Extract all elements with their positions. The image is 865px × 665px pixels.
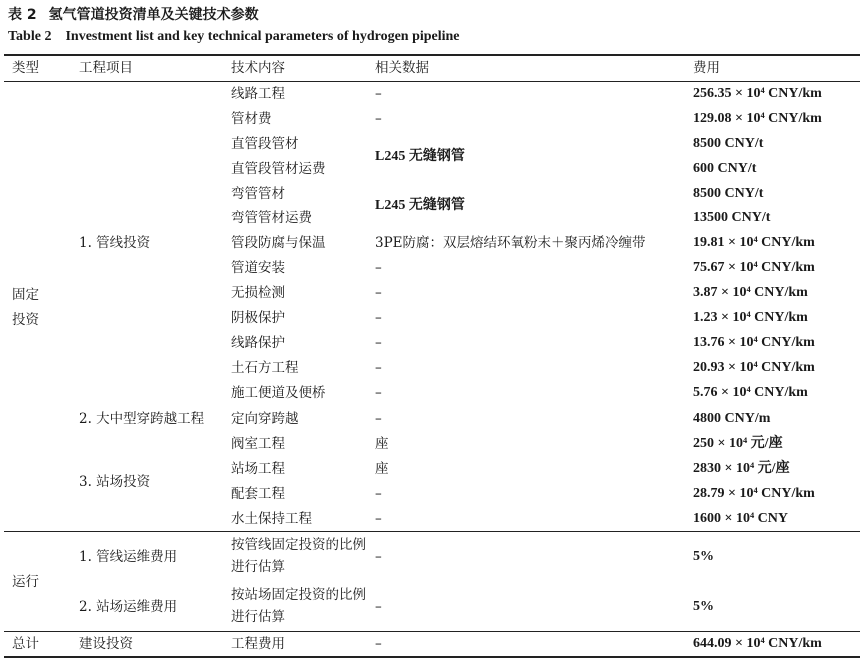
row-cost: 5% [693, 599, 714, 614]
row-cost: 20.93 × 10⁴ CNY/km [693, 360, 815, 375]
row-content: 弯管管材 [231, 186, 285, 202]
row-content: 按管线固定投资的比例进行估算 [231, 537, 366, 575]
row-data: – [375, 360, 382, 376]
row-content: 土石方工程 [231, 360, 299, 376]
group-fixed-investment: 固定投资 [12, 287, 39, 328]
row-content: 水土保持工程 [231, 511, 312, 527]
row-cost: 2830 × 10⁴ 元/座 [693, 461, 790, 476]
row-data: – [375, 310, 382, 326]
row-cost: 5% [693, 549, 714, 564]
row-data: – [375, 636, 382, 652]
table-caption-en [8, 29, 460, 45]
row-cost: 1600 × 10⁴ CNY [693, 511, 789, 526]
row-content: 施工便道及便桥 [231, 385, 326, 401]
row-cost: 256.35 × 10⁴ CNY/km [693, 86, 822, 101]
row-data: 座 [375, 436, 389, 452]
row-data: – [375, 411, 382, 427]
row-content: 管段防腐与保温 [231, 235, 326, 251]
caption-en-title: Investment list and key technical parameters of hydrogen pipeline [65, 29, 460, 44]
row-cost: 644.09 × 10⁴ CNY/km [693, 636, 822, 651]
caption-en-number: Table 2 [8, 29, 52, 44]
table-caption-cn [8, 4, 259, 24]
header-cost: 费用 [693, 60, 720, 76]
row-data: – [375, 599, 382, 615]
header-project: 工程项目 [79, 60, 133, 76]
row-cost: 13500 CNY/t [693, 210, 771, 225]
row-content: 站场工程 [231, 461, 285, 477]
header-type: 类型 [12, 60, 39, 76]
row-data: – [375, 385, 382, 401]
row-data: – [375, 549, 382, 565]
row-cost: 600 CNY/t [693, 161, 757, 176]
row-cost: 3.87 × 10⁴ CNY/km [693, 285, 808, 300]
row-cost: 129.08 × 10⁴ CNY/km [693, 111, 822, 126]
group-operation: 运行 [12, 574, 39, 590]
project-pipeline-om: 1. 管线运维费用 [79, 549, 178, 565]
row-data: L245 无缝钢管 [375, 198, 465, 213]
row-data: – [375, 335, 382, 351]
project-station: 3. 站场投资 [79, 474, 151, 490]
row-data: – [375, 111, 382, 127]
row-content: 线路保护 [231, 335, 285, 351]
row-content: 管材费 [231, 111, 272, 127]
row-content: 无损检测 [231, 285, 285, 301]
project-construction: 建设投资 [79, 636, 133, 652]
row-cost: 13.76 × 10⁴ CNY/km [693, 335, 815, 350]
row-content: 工程费用 [231, 636, 285, 652]
row-cost: 75.67 × 10⁴ CNY/km [693, 260, 815, 275]
table-bottom-rule [4, 656, 860, 658]
project-pipeline: 1. 管线投资 [79, 235, 151, 251]
project-station-om: 2. 站场运维费用 [79, 599, 178, 615]
row-cost: 250 × 10⁴ 元/座 [693, 436, 783, 451]
row-content: 配套工程 [231, 486, 285, 502]
caption-cn-title: 氢气管道投资清单及关键技术参数 [48, 7, 259, 23]
row-content: 管道安装 [231, 260, 285, 276]
row-data: – [375, 511, 382, 527]
row-cost: 4800 CNY/m [693, 411, 771, 426]
row-content: 弯管管材运费 [231, 210, 312, 226]
row-content: 阴极保护 [231, 310, 285, 326]
table-fixed-operation-rule [4, 531, 860, 532]
header-content: 技术内容 [231, 60, 285, 76]
row-data: – [375, 486, 382, 502]
header-data: 相关数据 [375, 60, 429, 76]
group-total: 总计 [12, 636, 39, 652]
row-data: – [375, 285, 382, 301]
row-data: – [375, 86, 382, 102]
row-content: 直管段管材 [231, 136, 299, 152]
row-cost: 8500 CNY/t [693, 136, 764, 151]
row-cost: 28.79 × 10⁴ CNY/km [693, 486, 815, 501]
row-cost: 19.81 × 10⁴ CNY/km [693, 235, 815, 250]
row-content: 定向穿跨越 [231, 411, 299, 427]
row-data: 3PE防腐：双层熔结环氧粉末＋聚丙烯冷缠带 [375, 235, 646, 251]
project-crossing: 2. 大中型穿跨越工程 [79, 411, 205, 427]
row-cost: 5.76 × 10⁴ CNY/km [693, 385, 808, 400]
row-content: 阀室工程 [231, 436, 285, 452]
row-content: 直管段管材运费 [231, 161, 326, 177]
caption-cn-number: 表 2 [8, 7, 37, 23]
row-data: 座 [375, 461, 389, 477]
row-content: 线路工程 [231, 86, 285, 102]
row-data: – [375, 260, 382, 276]
row-cost: 1.23 × 10⁴ CNY/km [693, 310, 808, 325]
row-content: 按站场固定投资的比例进行估算 [231, 587, 366, 625]
row-data: L245 无缝钢管 [375, 149, 465, 164]
row-cost: 8500 CNY/t [693, 186, 764, 201]
